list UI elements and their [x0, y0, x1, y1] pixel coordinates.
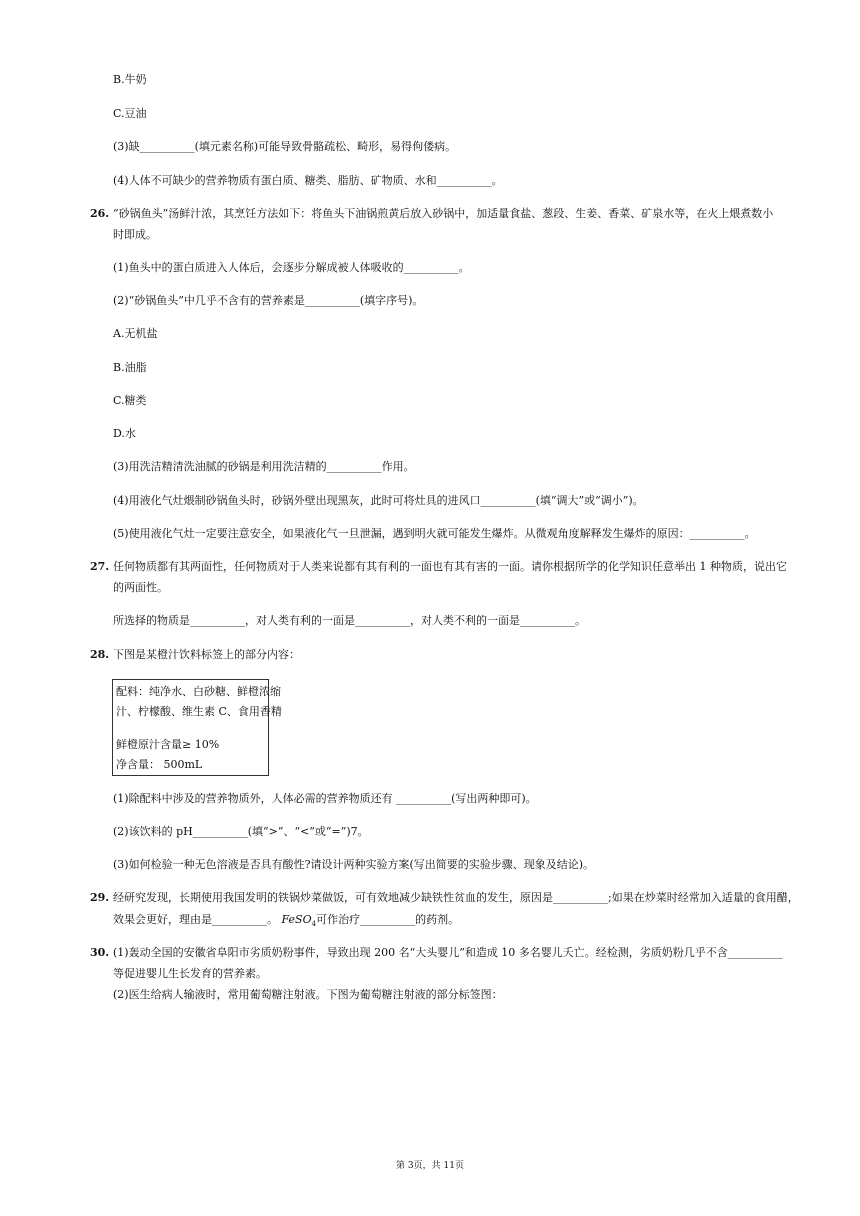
q26-option-d: D.水 — [113, 427, 136, 440]
q30-subquestion-1-line1: (1)轰动全国的安徽省阜阳市劣质奶粉事件，导致出现 200 名“大头婴儿”和造成 10 多名婴儿夭亡。经检测，劣质奶粉几乎不含__________ — [113, 946, 783, 959]
juice-label-box — [112, 679, 282, 776]
q30-subquestion-1-line2: 等促进婴儿生长发育的营养素。 — [113, 967, 267, 980]
q29-number: 29. — [90, 891, 110, 904]
q26-option-b: B.油脂 — [113, 361, 147, 374]
q26-subquestion-5: (5)使用液化气灶一定要注意安全，如果液化气一旦泄漏，遇到明火就可能发生爆炸。从微观角度解释发生爆炸的原因：__________。 — [113, 527, 756, 540]
q26-subquestion-2: (2)“砂锅鱼头”中几乎不含有的营养素是__________(填字序号)。 — [113, 294, 424, 307]
q27-stem-line1: 任何物质都有其两面性，任何物质对于人类来说都有其有利的一面也有其有害的一面。请你根据所学的化学知识任意举出 1 种物质，说出它 — [113, 560, 787, 573]
q29-stem-line2-end: 可作治疗__________的药剂。 — [316, 913, 460, 926]
q27-number: 27. — [90, 560, 110, 573]
q30-subquestion-2: (2)医生给病人输液时，常用葡萄糖注射液。下图为葡萄糖注射液的部分标签图： — [113, 988, 503, 1001]
q26-subquestion-1: (1)鱼头中的蛋白质进入人体后，会逐步分解成被人体吸收的__________。 — [113, 261, 470, 274]
q26-subquestion-4: (4)用液化气灶煨制砂锅鱼头时，砂锅外壁出现黑灰，此时可将灶具的进风口__________(填“调大”或“调小”)。 — [113, 494, 644, 507]
juice-label-juice-content: 鲜橙原汁含量≥ 10% — [116, 738, 220, 751]
q26-option-c: C.糖类 — [113, 394, 147, 407]
q27-stem-line2: 的两面性。 — [113, 581, 168, 594]
q25-subquestion-4: (4)人体不可缺少的营养物质有蛋白质、糖类、脂肪、矿物质、水和__________。 — [113, 174, 503, 187]
q28-subquestion-3: (3)如何检验一种无色溶液是否具有酸性?请设计两种实验方案(写出简要的实验步骤、现象及结论)。 — [113, 858, 595, 871]
juice-label-net-volume: 净含量： 500mL — [116, 758, 203, 771]
q28-stem: 下图是某橙汁饮料标签上的部分内容： — [113, 648, 300, 661]
q26-number: 26. — [90, 207, 110, 220]
q26-option-a: A.无机盐 — [113, 327, 158, 340]
ferrous-sulfate-formula — [281, 913, 317, 929]
q28-number: 28. — [90, 648, 110, 661]
q26-stem-line2: 时即成。 — [113, 228, 157, 241]
q28-subquestion-1: (1)除配料中涉及的营养物质外，人体必需的营养物质还有 __________(写出两种即可)。 — [113, 792, 537, 805]
formula-main: FeSO — [281, 913, 312, 926]
q25-option-b: B.牛奶 — [113, 73, 147, 86]
q28-subquestion-2: (2)该饮料的 pH__________(填“>”、“<”或“=”)7。 — [113, 825, 369, 838]
q29-stem-line2-start: 效果会更好，理由是__________。 — [113, 913, 278, 926]
page-footer: 第 3页，共 11页 — [396, 1161, 464, 1171]
q29-stem-line1: 经研究发现，长期使用我国发明的铁锅炒菜做饭，可有效地减少缺铁性贫血的发生，原因是__________;如果在炒菜时经常加入适量的食用醋， — [113, 891, 799, 904]
juice-label-ingredients-line1: 配料：纯净水、白砂糖、鲜橙浓缩 — [116, 685, 281, 698]
q29-stem-line2 — [113, 913, 459, 931]
q30-number: 30. — [90, 946, 110, 959]
q25-option-c: C.豆油 — [113, 107, 147, 120]
q27-answer-line: 所选择的物质是__________，对人类有利的一面是__________，对人类不利的一面是__________。 — [113, 614, 586, 627]
q26-stem-line1: “砂锅鱼头”汤鲜汁浓，其烹饪方法如下：将鱼头下油锅煎黄后放入砂锅中，加适量食盐、葱段、生姜、香菜、矿泉水等，在火上煨煮数小 — [113, 207, 774, 220]
q26-subquestion-3: (3)用洗洁精清洗油腻的砂锅是利用洗洁精的__________作用。 — [113, 460, 415, 473]
juice-label-ingredients-line2: 汁、柠檬酸、维生素 C、食用香精 — [116, 705, 282, 718]
q25-subquestion-3: (3)缺__________(填元素名称)可能导致骨骼疏松、畸形，易得佝偻病。 — [113, 140, 457, 153]
formula-subscript: 4 — [311, 920, 317, 929]
